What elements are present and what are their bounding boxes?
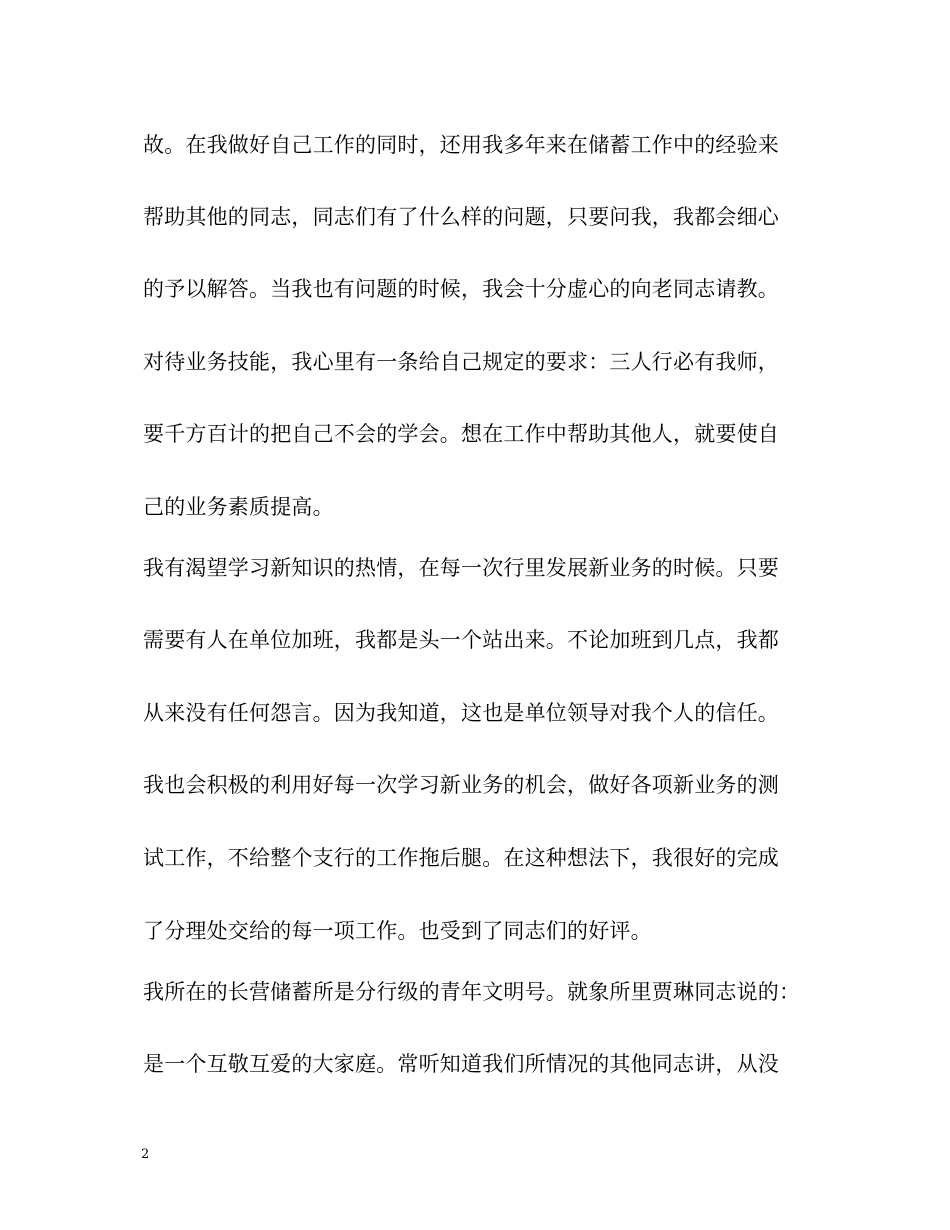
text-line: 了分理处交给的每一项工作。也受到了同志们的好评。 — [143, 919, 652, 943]
text-line: 己的业务素质提高。 — [143, 495, 334, 519]
text-line: 是一个互敬互爱的大家庭。常听知道我们所情况的其他同志讲，从没 — [143, 1052, 779, 1076]
text-line: 从来没有任何怨言。因为我知道，这也是单位领导对我个人的信任。 — [143, 701, 779, 725]
text-line: 我也会积极的利用好每一次学习新业务的机会，做好各项新业务的测 — [143, 773, 779, 797]
text-line: 的予以解答。当我也有问题的时候，我会十分虚心的向老同志请教。 — [143, 277, 779, 301]
text-line: 我所在的长营储蓄所是分行级的青年文明号。就象所里贾琳同志说的： — [143, 980, 801, 1004]
text-line: 故。在我做好自己工作的同时，还用我多年来在储蓄工作中的经验来 — [143, 133, 779, 157]
text-line: 对待业务技能，我心里有一条给自己规定的要求：三人行必有我师， — [143, 350, 779, 374]
text-line: 需要有人在单位加班，我都是头一个站出来。不论加班到几点，我都 — [143, 628, 779, 652]
text-line: 我有渴望学习新知识的热情，在每一次行里发展新业务的时候。只要 — [143, 556, 779, 580]
text-line: 试工作，不给整个支行的工作拖后腿。在这种想法下，我很好的完成 — [143, 846, 779, 870]
text-line: 帮助其他的同志，同志们有了什么样的问题，只要问我，我都会细心 — [143, 205, 779, 229]
text-line: 要千方百计的把自己不会的学会。想在工作中帮助其他人，就要使自 — [143, 422, 779, 446]
page-number: 2 — [141, 1147, 150, 1162]
